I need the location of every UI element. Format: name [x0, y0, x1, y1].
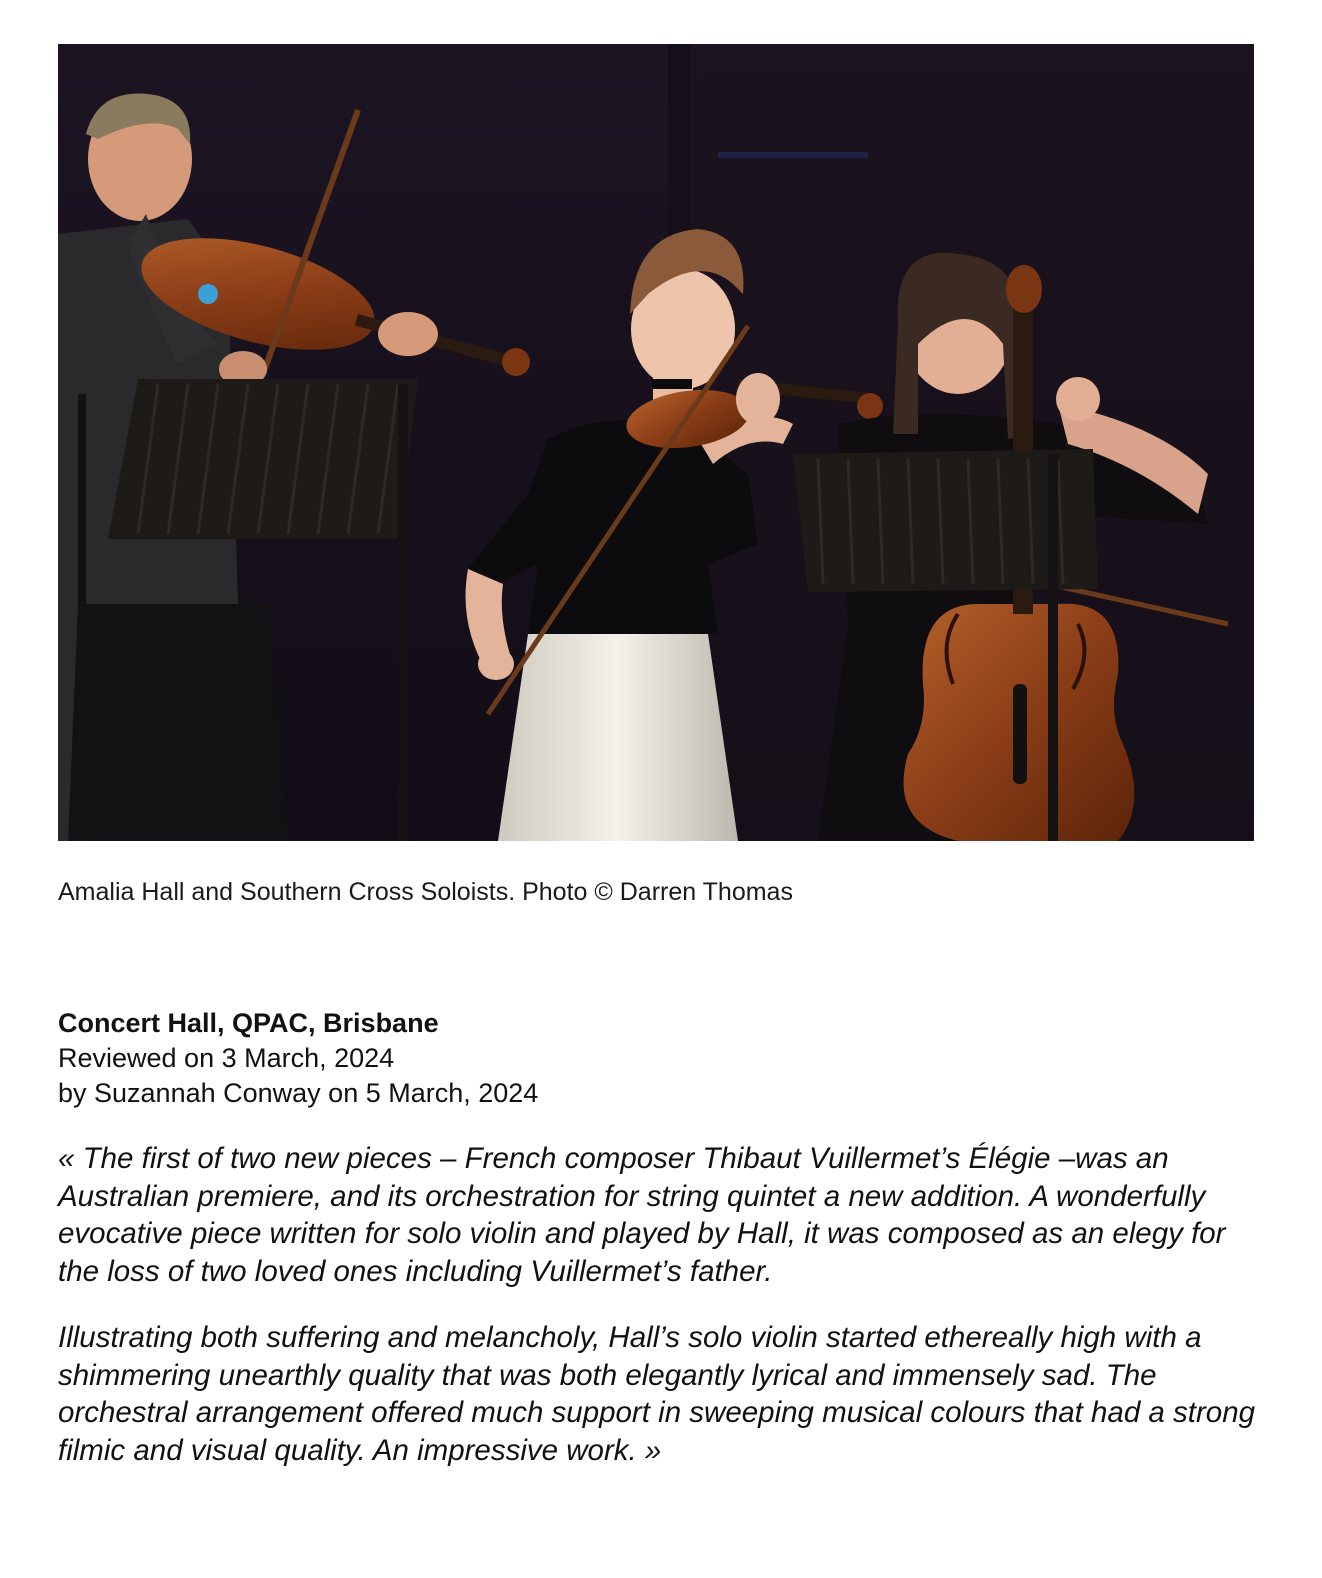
quote-paragraph-2: Illustrating both suffering and melancholy, Hall’s solo violin started ethereally high with a shimmering unearthly quality that was both elegantly lyrical and immensely sad. The orchestral arrangement offered much support in sweeping musical colours that had a strong filmic and visual quality. An impressive work. »: [58, 1321, 1256, 1467]
concert-photo: [58, 44, 1254, 841]
quote-paragraph-1: « The first of two new pieces – French composer Thibaut Vuillermet’s Élégie –was an Australian premiere, and its orchestration for string quintet a new addition. A wonderfully evocative piece written for solo violin and played by Hall, it was composed as an elegy for the loss of two loved ones including Vuillermet’s father.: [58, 1142, 1226, 1288]
author-byline: by Suzannah Conway on 5 March, 2024: [58, 1078, 539, 1108]
photo-caption: Amalia Hall and Southern Cross Soloists. Photo © Darren Thomas: [58, 878, 793, 906]
review-meta: [58, 1006, 1238, 1111]
reviewed-date: Reviewed on 3 March, 2024: [58, 1043, 395, 1073]
venue-heading: Concert Hall, QPAC, Brisbane: [58, 1008, 439, 1038]
